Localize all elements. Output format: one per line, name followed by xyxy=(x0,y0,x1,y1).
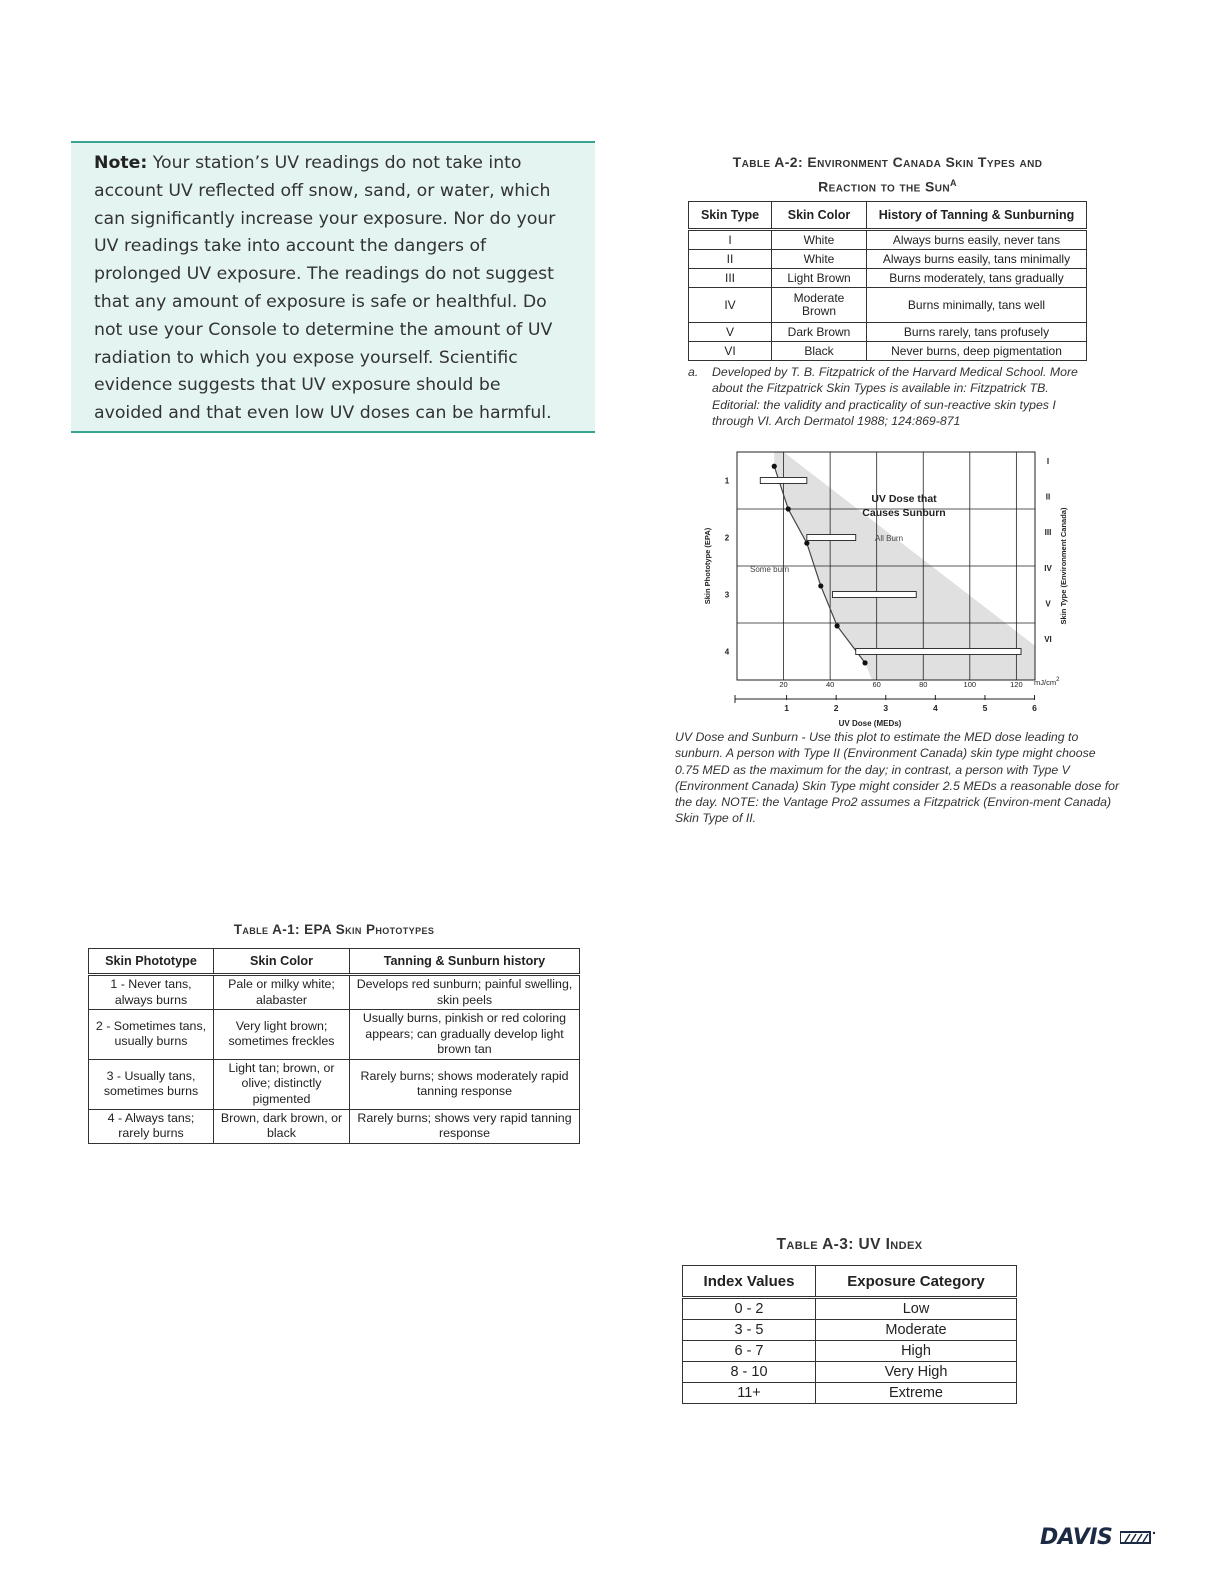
note-label: Note: xyxy=(94,153,148,173)
table-cell: Rarely burns; shows very rapid tanning response xyxy=(350,1109,580,1143)
table-cell: IV xyxy=(689,288,772,323)
some-burn-point xyxy=(835,623,840,628)
x-label: UV Dose (MEDs) xyxy=(838,719,902,728)
x-bottom-tick-label: 1 xyxy=(784,703,789,713)
note-body: Your station’s UV readings do not take into account UV reflected off snow, sand, or water, which can significantly increase your exposure. Nor do your UV readings take into account the dangers of prolonged UV exposure. The readings do not suggest that any amount of exposure is safe or healthful. Do not use your Console to determine the amount of UV radiation to which you expose yourself. Scientific evidence suggests that UV exposure should be avoided and that even low UV doses can be harmful. xyxy=(94,153,556,424)
table-row xyxy=(689,269,1087,288)
dose-range-bar xyxy=(760,478,807,484)
y-left-label: Skin Phototype (EPA) xyxy=(703,527,712,605)
some-burn-point xyxy=(786,506,791,511)
y-left-tick-label: 4 xyxy=(724,647,730,657)
table-cell: Always burns easily, tans minimally xyxy=(867,250,1087,269)
table-cell: Pale or milky white; alabaster xyxy=(214,975,350,1010)
table-a1-header: Skin Color xyxy=(214,949,350,975)
y-right-tick-label: II xyxy=(1045,492,1051,502)
x-bottom-tick-label: 6 xyxy=(1032,703,1037,713)
table-row xyxy=(689,342,1087,361)
table-a2-caption-line1: Table A-2: Environment Canada Skin Types and xyxy=(732,154,1043,170)
footnote-marker: a. xyxy=(688,365,699,379)
table-cell: Develops red sunburn; painful swelling, skin peels xyxy=(350,975,580,1010)
table-a2-header: Skin Type xyxy=(689,202,772,230)
x-top-tick-label: 100 xyxy=(963,680,977,689)
x-top-tick-label: 120 xyxy=(1010,680,1023,689)
x-bottom-tick-label: 5 xyxy=(982,703,988,713)
table-cell: Black xyxy=(772,342,867,361)
x-top-tick-label: 40 xyxy=(825,680,835,689)
dose-range-bar xyxy=(807,535,856,541)
some-burn-point xyxy=(772,464,777,469)
table-cell: 1 - Never tans, always burns xyxy=(89,975,214,1010)
table-a1 xyxy=(88,948,580,1144)
table-cell: II xyxy=(689,250,772,269)
table-row xyxy=(689,288,1087,323)
table-row xyxy=(683,1362,1017,1383)
table-a2-caption-sup: A xyxy=(949,178,957,188)
table-cell: III xyxy=(689,269,772,288)
table-cell: Moderate Brown xyxy=(772,288,867,323)
footnote-text: Developed by T. B. Fitzpatrick of the Harvard Medical School. More about the Fitzpatrick Skin Types is available in: Fitzpatrick TB. Editorial: the validity and practicality of sun-reactive skin types I through VI. Arch Dermatol 1988; 124:869-871 xyxy=(712,365,1078,428)
table-cell: Extreme xyxy=(816,1383,1017,1404)
y-right-tick-label: III xyxy=(1044,528,1052,538)
table-cell: VI xyxy=(689,342,772,361)
y-left-tick-label: 3 xyxy=(724,590,730,600)
table-cell: High xyxy=(816,1341,1017,1362)
x-bottom-tick-label: 4 xyxy=(932,703,938,713)
table-cell: Burns rarely, tans profusely xyxy=(867,323,1087,342)
some-burn-point xyxy=(804,541,809,546)
table-cell: 2 - Sometimes tans, usually burns xyxy=(89,1010,214,1060)
table-cell: 4 - Always tans; rarely burns xyxy=(89,1109,214,1143)
table-cell: 6 - 7 xyxy=(683,1341,816,1362)
table-cell: 3 - Usually tans, sometimes burns xyxy=(89,1059,214,1109)
dose-range-bar xyxy=(856,649,1021,655)
table-cell: 3 - 5 xyxy=(683,1320,816,1341)
table-cell: Light Brown xyxy=(772,269,867,288)
davis-logo-text: DAVIS xyxy=(1040,1525,1113,1550)
table-a3-caption: Table A-3: UV Index xyxy=(776,1236,923,1253)
table-cell: Very High xyxy=(816,1362,1017,1383)
some-burn-label: Some burn xyxy=(750,565,790,574)
y-right-tick-label: IV xyxy=(1044,563,1052,573)
table-cell: Light tan; brown, or olive; distinctly pigmented xyxy=(214,1059,350,1109)
table-cell: Never burns, deep pigmentation xyxy=(867,342,1087,361)
table-row xyxy=(89,1010,580,1060)
table-cell: I xyxy=(689,230,772,250)
y-right-label: Skin Type (Environment Canada) xyxy=(1059,507,1068,625)
table-row xyxy=(689,230,1087,250)
table-a2 xyxy=(688,201,1087,361)
uv-note-text xyxy=(94,150,573,428)
table-cell: 0 - 2 xyxy=(683,1298,816,1320)
x-top-unit: $mJ/cm^2$ xyxy=(1034,677,1060,687)
table-a2-footnote xyxy=(688,364,1098,429)
table-row xyxy=(689,323,1087,342)
table-cell: Burns minimally, tans well xyxy=(867,288,1087,323)
some-burn-point xyxy=(862,660,867,665)
table-row xyxy=(683,1298,1017,1320)
table-a1-caption: Table A-1: EPA Skin Phototypes xyxy=(233,922,435,937)
chart-plot-area xyxy=(725,452,1053,713)
x-top-tick-label: 20 xyxy=(779,680,788,689)
table-cell: Very light brown; sometimes freckles xyxy=(214,1010,350,1060)
table-a1-header: Tanning & Sunburn history xyxy=(350,949,580,975)
table-cell: Low xyxy=(816,1298,1017,1320)
davis-logo xyxy=(1040,1525,1158,1550)
table-row xyxy=(89,1059,580,1109)
table-row xyxy=(89,1109,580,1143)
chart-caption: UV Dose and Sunburn - Use this plot to estimate the MED dose leading to sunburn. A person with Type II (Environment Canada) skin type might choose 0.75 MED as the maximum for the day; in contrast, a person with Type V (Environment Canada) Skin Type might consider 2.5 MEDs a reasonable dose for the day. NOTE: the Vantage Pro2 assumes a Fitzpatrick (Environ-ment Canada) Skin Type of II. xyxy=(675,730,1120,826)
x-bottom-tick-label: 3 xyxy=(883,703,889,713)
table-cell: 11+ xyxy=(683,1383,816,1404)
table-a2-header: History of Tanning & Sunburning xyxy=(867,202,1087,230)
table-a2-caption xyxy=(688,152,1087,198)
table-cell: Usually burns, pinkish or red coloring appears; can gradually develop light brown tan xyxy=(350,1010,580,1060)
y-left-tick-label: 2 xyxy=(724,533,730,543)
table-cell: Burns moderately, tans gradually xyxy=(867,269,1087,288)
all-burn-label: All Burn xyxy=(875,534,904,543)
x-bottom-tick-label: 2 xyxy=(833,703,839,713)
table-row xyxy=(683,1341,1017,1362)
x-top-tick-label: 80 xyxy=(919,680,928,689)
table-a3-header: Exposure Category xyxy=(816,1266,1017,1298)
table-cell: Brown, dark brown, or black xyxy=(214,1109,350,1143)
table-cell: White xyxy=(772,250,867,269)
table-cell: Rarely burns; shows moderately rapid tanning response xyxy=(350,1059,580,1109)
table-a2-header: Skin Color xyxy=(772,202,867,230)
y-right-tick-label: I xyxy=(1046,456,1050,466)
dose-range-bar xyxy=(832,592,916,598)
table-row xyxy=(683,1320,1017,1341)
some-burn-point xyxy=(818,583,823,588)
table-cell: White xyxy=(772,230,867,250)
table-row xyxy=(683,1383,1017,1404)
uv-note-box xyxy=(71,141,595,433)
table-a3-header: Index Values xyxy=(683,1266,816,1298)
table-a3 xyxy=(682,1265,1017,1404)
table-cell: Moderate xyxy=(816,1320,1017,1341)
table-row xyxy=(689,250,1087,269)
table-row xyxy=(89,975,580,1010)
table-cell: V xyxy=(689,323,772,342)
table-a2-caption-line2: Reaction to the Sun$^A$ xyxy=(818,178,957,195)
table-cell: Dark Brown xyxy=(772,323,867,342)
x-top-tick-label: 60 xyxy=(872,680,881,689)
chart-title-line: UV Dose that Causes Sunburn xyxy=(862,493,946,519)
table-a1-header: Skin Phototype xyxy=(89,949,214,975)
table-cell: 8 - 10 xyxy=(683,1362,816,1383)
y-left-tick-label: 1 xyxy=(724,476,730,486)
y-right-tick-label: VI xyxy=(1044,635,1052,645)
table-cell: Always burns easily, never tans xyxy=(867,230,1087,250)
davis-logo-mark xyxy=(1120,1529,1158,1545)
y-right-tick-label: V xyxy=(1045,599,1051,609)
uv-dose-chart xyxy=(695,440,1075,730)
